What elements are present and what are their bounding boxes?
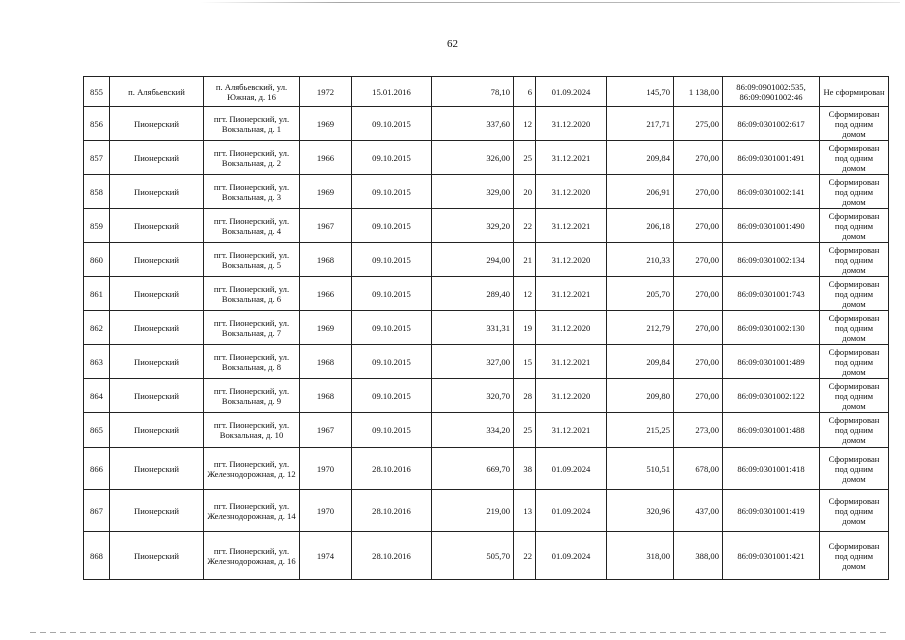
date-cell: 09.10.2015 [352, 243, 432, 277]
status-cell: Сформирован под одним домом [820, 209, 889, 243]
settlement-cell: Пионерский [110, 311, 204, 345]
value-cell-9: 206,91 [607, 175, 674, 209]
deadline-cell: 31.12.2020 [536, 107, 607, 141]
cadastral-cell: 86:09:0301001:419 [723, 490, 820, 532]
year-cell: 1969 [300, 175, 352, 209]
date-cell: 15.01.2016 [352, 77, 432, 107]
cadastral-cell: 86:09:0301001:418 [723, 448, 820, 490]
cadastral-cell: 86:09:0301001:488 [723, 413, 820, 448]
address-cell: пгт. Пионерский, ул. Железнодорожная, д. 14 [204, 490, 300, 532]
count-cell: 19 [514, 311, 536, 345]
value-cell-9: 209,84 [607, 141, 674, 175]
value-cell-9: 145,70 [607, 77, 674, 107]
value-cell-10: 270,00 [674, 175, 723, 209]
value-cell-10: 270,00 [674, 277, 723, 311]
deadline-cell: 01.09.2024 [536, 77, 607, 107]
row-number: 863 [84, 345, 110, 379]
cadastral-cell: 86:09:0301002:617 [723, 107, 820, 141]
settlement-cell: Пионерский [110, 490, 204, 532]
address-cell: пгт. Пионерский, ул. Вокзальная, д. 4 [204, 209, 300, 243]
value-cell-10: 388,00 [674, 532, 723, 580]
value-cell-9: 320,96 [607, 490, 674, 532]
date-cell: 09.10.2015 [352, 345, 432, 379]
status-cell: Сформирован под одним домом [820, 141, 889, 175]
date-cell: 28.10.2016 [352, 532, 432, 580]
deadline-cell: 31.12.2020 [536, 311, 607, 345]
table-row [84, 77, 889, 107]
count-cell: 38 [514, 448, 536, 490]
status-cell: Сформирован под одним домом [820, 448, 889, 490]
table-row [84, 532, 889, 580]
cadastral-cell: 86:09:0301002:122 [723, 379, 820, 413]
date-cell: 09.10.2015 [352, 379, 432, 413]
table-row [84, 448, 889, 490]
count-cell: 22 [514, 532, 536, 580]
status-cell: Сформирован под одним домом [820, 107, 889, 141]
year-cell: 1966 [300, 141, 352, 175]
row-number: 856 [84, 107, 110, 141]
cadastral-cell: 86:09:0301002:134 [723, 243, 820, 277]
value-cell-10: 270,00 [674, 345, 723, 379]
area-cell: 334,20 [432, 413, 514, 448]
table-row [84, 277, 889, 311]
value-cell-9: 209,84 [607, 345, 674, 379]
table-row [84, 107, 889, 141]
year-cell: 1967 [300, 209, 352, 243]
date-cell: 28.10.2016 [352, 490, 432, 532]
row-number: 864 [84, 379, 110, 413]
address-cell: пгт. Пионерский, ул. Вокзальная, д. 10 [204, 413, 300, 448]
count-cell: 28 [514, 379, 536, 413]
value-cell-9: 318,00 [607, 532, 674, 580]
row-number: 867 [84, 490, 110, 532]
row-number: 855 [84, 77, 110, 107]
date-cell: 09.10.2015 [352, 107, 432, 141]
settlement-cell: п. Алябьевский [110, 77, 204, 107]
settlement-cell: Пионерский [110, 107, 204, 141]
year-cell: 1969 [300, 311, 352, 345]
cadastral-cell: 86:09:0301001:490 [723, 209, 820, 243]
address-cell: пгт. Пионерский, ул. Вокзальная, д. 1 [204, 107, 300, 141]
settlement-cell: Пионерский [110, 448, 204, 490]
cadastral-cell: 86:09:0901002:535, 86:09:0901002:46 [723, 77, 820, 107]
area-cell: 331,31 [432, 311, 514, 345]
address-cell: пгт. Пионерский, ул. Вокзальная, д. 7 [204, 311, 300, 345]
area-cell: 219,00 [432, 490, 514, 532]
year-cell: 1969 [300, 107, 352, 141]
status-cell: Сформирован под одним домом [820, 490, 889, 532]
address-cell: пгт. Пионерский, ул. Вокзальная, д. 3 [204, 175, 300, 209]
count-cell: 20 [514, 175, 536, 209]
status-cell: Сформирован под одним домом [820, 243, 889, 277]
scan-edge-bottom [30, 632, 890, 633]
page-number: 62 [447, 38, 458, 50]
deadline-cell: 31.12.2021 [536, 141, 607, 175]
settlement-cell: Пионерский [110, 243, 204, 277]
deadline-cell: 31.12.2021 [536, 413, 607, 448]
register-body [84, 77, 889, 580]
date-cell: 09.10.2015 [352, 209, 432, 243]
row-number: 859 [84, 209, 110, 243]
area-cell: 294,00 [432, 243, 514, 277]
year-cell: 1974 [300, 532, 352, 580]
area-cell: 337,60 [432, 107, 514, 141]
date-cell: 28.10.2016 [352, 448, 432, 490]
deadline-cell: 31.12.2021 [536, 277, 607, 311]
cadastral-cell: 86:09:0301001:489 [723, 345, 820, 379]
table-row [84, 243, 889, 277]
value-cell-10: 270,00 [674, 209, 723, 243]
deadline-cell: 01.09.2024 [536, 448, 607, 490]
count-cell: 21 [514, 243, 536, 277]
cadastral-cell: 86:09:0301001:491 [723, 141, 820, 175]
area-cell: 669,70 [432, 448, 514, 490]
value-cell-10: 678,00 [674, 448, 723, 490]
area-cell: 327,00 [432, 345, 514, 379]
value-cell-10: 437,00 [674, 490, 723, 532]
settlement-cell: Пионерский [110, 209, 204, 243]
year-cell: 1968 [300, 379, 352, 413]
year-cell: 1970 [300, 448, 352, 490]
count-cell: 6 [514, 77, 536, 107]
count-cell: 15 [514, 345, 536, 379]
area-cell: 78,10 [432, 77, 514, 107]
row-number: 861 [84, 277, 110, 311]
scan-edge-top [200, 2, 900, 3]
deadline-cell: 31.12.2021 [536, 209, 607, 243]
year-cell: 1972 [300, 77, 352, 107]
status-cell: Сформирован под одним домом [820, 345, 889, 379]
deadline-cell: 31.12.2020 [536, 243, 607, 277]
table-row [84, 311, 889, 345]
value-cell-9: 217,71 [607, 107, 674, 141]
settlement-cell: Пионерский [110, 379, 204, 413]
area-cell: 320,70 [432, 379, 514, 413]
address-cell: пгт. Пионерский, ул. Железнодорожная, д. 12 [204, 448, 300, 490]
row-number: 862 [84, 311, 110, 345]
area-cell: 505,70 [432, 532, 514, 580]
address-cell: пгт. Пионерский, ул. Железнодорожная, д. 16 [204, 532, 300, 580]
count-cell: 13 [514, 490, 536, 532]
row-number: 857 [84, 141, 110, 175]
cadastral-cell: 86:09:0301002:130 [723, 311, 820, 345]
status-cell: Сформирован под одним домом [820, 175, 889, 209]
value-cell-10: 1 138,00 [674, 77, 723, 107]
row-number: 858 [84, 175, 110, 209]
status-cell: Сформирован под одним домом [820, 277, 889, 311]
cadastral-cell: 86:09:0301001:743 [723, 277, 820, 311]
value-cell-9: 209,80 [607, 379, 674, 413]
date-cell: 09.10.2015 [352, 311, 432, 345]
address-cell: пгт. Пионерский, ул. Вокзальная, д. 2 [204, 141, 300, 175]
status-cell: Сформирован под одним домом [820, 532, 889, 580]
address-cell: пгт. Пионерский, ул. Вокзальная, д. 5 [204, 243, 300, 277]
status-cell: Сформирован под одним домом [820, 379, 889, 413]
cadastral-cell: 86:09:0301002:141 [723, 175, 820, 209]
row-number: 865 [84, 413, 110, 448]
address-cell: пгт. Пионерский, ул. Вокзальная, д. 8 [204, 345, 300, 379]
value-cell-10: 275,00 [674, 107, 723, 141]
count-cell: 12 [514, 277, 536, 311]
area-cell: 326,00 [432, 141, 514, 175]
date-cell: 09.10.2015 [352, 175, 432, 209]
value-cell-10: 270,00 [674, 141, 723, 175]
count-cell: 12 [514, 107, 536, 141]
date-cell: 09.10.2015 [352, 413, 432, 448]
value-cell-9: 215,25 [607, 413, 674, 448]
deadline-cell: 31.12.2021 [536, 345, 607, 379]
year-cell: 1970 [300, 490, 352, 532]
status-cell: Сформирован под одним домом [820, 413, 889, 448]
area-cell: 329,20 [432, 209, 514, 243]
date-cell: 09.10.2015 [352, 141, 432, 175]
table-row [84, 175, 889, 209]
year-cell: 1967 [300, 413, 352, 448]
settlement-cell: Пионерский [110, 141, 204, 175]
table-row [84, 413, 889, 448]
value-cell-9: 210,33 [607, 243, 674, 277]
deadline-cell: 31.12.2020 [536, 379, 607, 413]
value-cell-9: 510,51 [607, 448, 674, 490]
value-cell-9: 212,79 [607, 311, 674, 345]
settlement-cell: Пионерский [110, 175, 204, 209]
count-cell: 25 [514, 413, 536, 448]
status-cell: Сформирован под одним домом [820, 311, 889, 345]
table-row [84, 209, 889, 243]
deadline-cell: 01.09.2024 [536, 490, 607, 532]
value-cell-9: 206,18 [607, 209, 674, 243]
settlement-cell: Пионерский [110, 277, 204, 311]
settlement-cell: Пионерский [110, 532, 204, 580]
table-row [84, 345, 889, 379]
value-cell-10: 273,00 [674, 413, 723, 448]
status-cell: Не сформирован [820, 77, 889, 107]
address-cell: пгт. Пионерский, ул. Вокзальная, д. 9 [204, 379, 300, 413]
table-row [84, 490, 889, 532]
area-cell: 289,40 [432, 277, 514, 311]
area-cell: 329,00 [432, 175, 514, 209]
housing-register-table [83, 76, 889, 580]
value-cell-9: 205,70 [607, 277, 674, 311]
deadline-cell: 31.12.2020 [536, 175, 607, 209]
table-row [84, 141, 889, 175]
date-cell: 09.10.2015 [352, 277, 432, 311]
value-cell-10: 270,00 [674, 379, 723, 413]
count-cell: 25 [514, 141, 536, 175]
value-cell-10: 270,00 [674, 311, 723, 345]
count-cell: 22 [514, 209, 536, 243]
row-number: 866 [84, 448, 110, 490]
row-number: 860 [84, 243, 110, 277]
settlement-cell: Пионерский [110, 345, 204, 379]
value-cell-10: 270,00 [674, 243, 723, 277]
settlement-cell: Пионерский [110, 413, 204, 448]
table-row [84, 379, 889, 413]
cadastral-cell: 86:09:0301001:421 [723, 532, 820, 580]
row-number: 868 [84, 532, 110, 580]
year-cell: 1966 [300, 277, 352, 311]
address-cell: п. Алябьевский, ул. Южная, д. 16 [204, 77, 300, 107]
address-cell: пгт. Пионерский, ул. Вокзальная, д. 6 [204, 277, 300, 311]
year-cell: 1968 [300, 345, 352, 379]
year-cell: 1968 [300, 243, 352, 277]
deadline-cell: 01.09.2024 [536, 532, 607, 580]
